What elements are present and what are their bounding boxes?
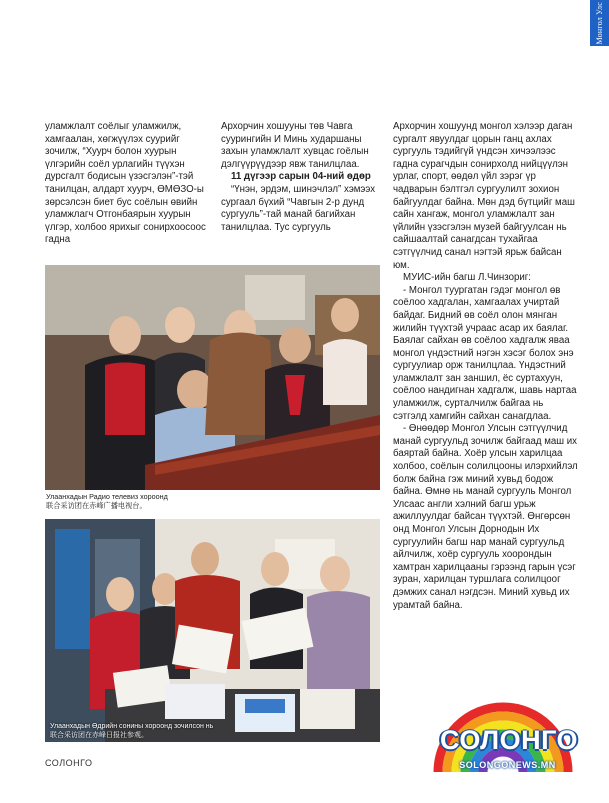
logo-url: SOLONGONEWS.MN xyxy=(459,760,556,770)
paragraph: - Монгол туургатан гэдэг монгол өв соёлоо хадгалан, хамгаалах учиртай байдаг. Бидний өв соёл олон мянган жилийн түүхтэй учраас асар их баялаг. Баялаг сайхан өв соёлоо хадгалж яваа монгол үндэстний нэгэн хэсэг болох энэ сургуулиар орж танилцлаа. Үндэстний уламжлалт зан заншил, ёс суртахуун, соёлоо нандигнан хадгалж, шавь нартаа уламжилж, сурталчилж байгаа нь сэтгэлд хамгийн сайхан санагдлаа. xyxy=(393,284,577,422)
paragraph: Архорчин хошуунд монгол хэлээр даган сургалт явуулдаг цорын ганц ахлах сургууль тэдийгүй үндсэн хичээлээс гадна сурагчдын сонирхолд нийцүүлэн урлаг, спорт, өөдөл үйл зэрэг үр чадварын бэлтгэл сургуулилт зохион байгуулдаг байна. Мөн дэд бүтцийг маш сайн хангаж, монгол уламжлалт зан үйлийн үзэсгэлэн музей байгуулсан нь сайшаалтай санагдсан тухайгаа сэтгүүлчид санал нэгтэй ярьж байсан юм. xyxy=(393,121,575,271)
footer-label: СОЛОНГО xyxy=(45,758,93,768)
caption-line: Улаанхадын Өдрийн сонины хороонд зочилсон нь xyxy=(50,723,214,730)
caption-line: 联合采访团在赤峰广播电视台。 xyxy=(46,501,147,510)
paragraph: МУИС-ийн багш Л.Чинзориг: xyxy=(403,272,531,284)
text-column-1 xyxy=(45,121,215,247)
photo-caption-1 xyxy=(46,492,168,510)
group-photo-newspaper xyxy=(45,519,380,742)
text-column-2 xyxy=(221,121,381,234)
text-column-3 xyxy=(393,121,578,612)
photo-caption-2 xyxy=(50,722,213,740)
photo-illustration xyxy=(45,265,380,490)
paragraph: Архорчин хошууны төв Чавга суурингийн И Минь хударшаны захын уламжлалт хувцас гоёлын дэлгүүрүүдээр явж танилцлаа. xyxy=(221,121,369,170)
caption-line: Улаанхадын Радио телевиз хороонд xyxy=(46,492,168,501)
side-tab-label: Монгол Улс xyxy=(595,1,604,45)
group-photo-studio xyxy=(45,265,380,490)
photo-illustration xyxy=(45,519,380,742)
logo-wordmark: СОЛОНГО xyxy=(440,725,579,755)
paragraph: “Үнэн, эрдэм, шинэчлэл” хэмээх сургаал бүхий “Чавгын 2-р дунд сургууль”-тай манай багийхан танилцлаа. Тус сургууль xyxy=(221,183,376,233)
section-heading: 11 дүгээр сарын 04-ний өдөр xyxy=(231,171,371,183)
side-tab xyxy=(590,0,609,46)
paragraph: - Өнөөдөр Монгол Улсын сэтгүүлчид манай сургуульд зочилж байгаад маш их баяртай байна. Хоёр улсын харилцаа холбоо, соёлын солилцооны илэрхийлэл болж байна гэж миний хувьд бодож байна. Өмнө нь манай сургууль Монгол Улсаас англи хэлний багш урьж ажиллуулдаг байсан түүхтэй. Өнгөрсөн онд Монгол Улсын Дорнодын Их сургуулийн багш нар манай сургуульд айлчилж, хоёр сургууль хоорондын хамтран харилцааны гэрээнд гарын үсэг зуран, харилцан туршлага солилцоог дэмжих санал нэгдсэн. Миний хувьд их урамтай байна. xyxy=(393,423,578,611)
paragraph: уламжлалт соёлыг уламжилж, хамгаалан, хөгжүүлэх суурийг зочилж, “Хуурч болон хуурын үлгэрийн соёл урлагийн түүхэн дурсгалт бодисын үзэсгэлэн”-тэй танилцан, алдарт хуурч, ӨМӨЗО-ы зөрсэлсэн биет бус соёлын өвийн уламжлагч Отгонбаярын хуурын үлгэр, холбоо ярихыг сонирхоосоос гадна xyxy=(45,121,206,246)
caption-line: 联合采访团在赤峰日报社参观。 xyxy=(50,732,148,739)
